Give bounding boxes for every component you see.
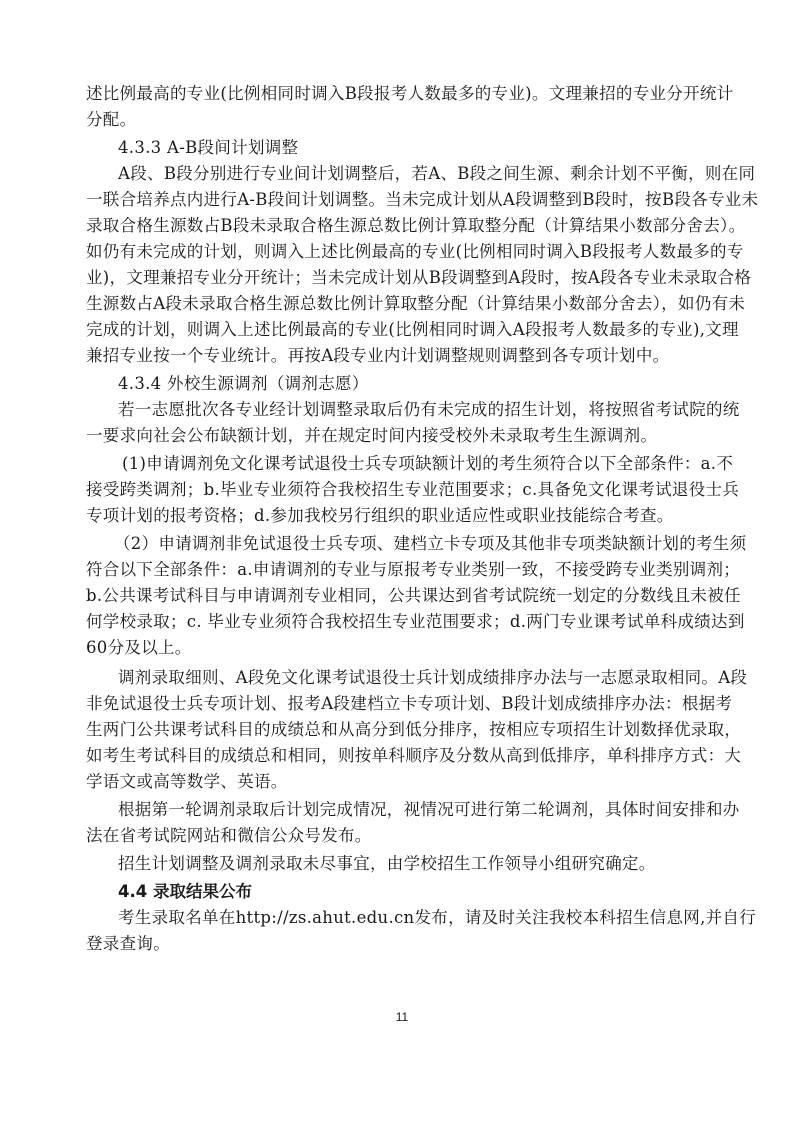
paragraph-line: 招生计划调整及调剂录取未尽事宜，由学校招生工作领导小组研究确定。 — [118, 854, 656, 873]
paragraph-line: (1)申请调剂免文化课考试退役士兵专项缺额计划的考生须符合以下全部条件：a.不 — [122, 454, 734, 473]
paragraph-line: 完成的计划，则调入上述比例最高的专业(比例相同时调入A段报考人数最多的专业),文理 — [86, 320, 739, 339]
paragraph-line: 登录查询。 — [86, 934, 170, 953]
page-number: 11 — [395, 1010, 409, 1024]
paragraph-line: 学语文或高等数学、英语。 — [86, 772, 288, 791]
paragraph-line: 若一志愿批次各专业经计划调整录取后仍有未完成的招生计划，将按照省考试院的统 — [118, 400, 740, 419]
paragraph-line: 如仍有未完成的计划，则调入上述比例最高的专业(比例相同时调入B段报考人数最多的专 — [86, 242, 744, 261]
paragraph-line: 生两门公共课考试科目的成绩总和从高分到低分排序，按相应专项招生计划数择优录取， — [86, 720, 742, 739]
paragraph-line: 一要求向社会公布缺额计划，并在规定时间内接受校外未录取考生生源调剂。 — [86, 426, 658, 445]
paragraph-line: 法在省考试院网站和微信公众号发布。 — [86, 826, 372, 845]
paragraph-line: 60分及以上。 — [86, 638, 192, 657]
paragraph-line: 如考生考试科目的成绩总和相同，则按单科顺序及分数从高到低排序，单科排序方式：大 — [86, 746, 742, 765]
paragraph-line: 根据第一轮调剂录取后计划完成情况，视情况可进行第二轮调剂，具体时间安排和办 — [118, 800, 740, 819]
paragraph-line: 生源数占A段未录取合格生源总数比例计算取整分配（计算结果小数部分舍去），如仍有未 — [86, 294, 746, 313]
paragraph-line: 一联合培养点内进行A-B段间计划调整。当未完成计划从A段调整到B段时，按B段各专业未 — [86, 190, 759, 209]
paragraph-line: b.公共课考试科目与申请调剂专业相同，公共课达到省考试院统一划定的分数线且未被任 — [86, 586, 741, 605]
paragraph-line: （2）申请调剂非免试退役士兵专项、建档立卡专项及其他非专项类缺额计划的考生须 — [114, 534, 747, 553]
paragraph-line: A段、B段分别进行专业间计划调整后，若A、B段之间生源、剩余计划不平衡，则在同 — [118, 164, 756, 183]
section-heading-4-3-4: 4.3.4 外校生源调剂（调剂志愿） — [118, 374, 369, 393]
paragraph-line: 考生录取名单在http://zs.ahut.edu.cn发布，请及时关注我校本科招生信息网,并自行 — [118, 908, 757, 927]
paragraph-line: 录取合格生源数占B段未录取合格生源总数比例计算取整分配（计算结果小数部分舍去）。 — [86, 216, 746, 235]
paragraph-line: 述比例最高的专业(比例相同时调入B段报考人数最多的专业)。文理兼招的专业分开统计 — [86, 84, 734, 103]
paragraph-line: 业)，文理兼招专业分开统计；当未完成计划从B段调整到A段时，按A段各专业未录取合格 — [86, 268, 752, 287]
paragraph-line: 专项计划的报考资格；d.参加我校另行组织的职业适应性或职业技能综合考查。 — [86, 506, 674, 525]
paragraph-line: 兼招专业按一个专业统计。再按A段专业内计划调整规则调整到各专项计划中。 — [86, 346, 670, 365]
section-heading-4-4: 4.4 录取结果公布 — [118, 882, 252, 901]
section-heading-4-3-3: 4.3.3 A-B段间计划调整 — [118, 138, 299, 157]
paragraph-line: 符合以下全部条件：a.申请调剂的专业与原报考专业类别一致，不接受跨专业类别调剂； — [86, 560, 741, 579]
paragraph-line: 何学校录取；c. 毕业专业须符合我校招生专业范围要求；d.两门专业课考试单科成绩达到 — [86, 612, 745, 631]
paragraph-line: 调剂录取细则、A段免文化课考试退役士兵计划成绩排序办法与一志愿录取相同。A段 — [118, 668, 748, 687]
paragraph-line: 分配。 — [86, 110, 137, 129]
paragraph-line: 非免试退役士兵专项计划、报考A段建档立卡专项计划、B段计划成绩排序办法：根据考 — [86, 694, 733, 713]
paragraph-line: 接受跨类调剂；b.毕业专业须符合我校招生专业范围要求；c.具备免文化课考试退役士兵 — [86, 480, 740, 499]
